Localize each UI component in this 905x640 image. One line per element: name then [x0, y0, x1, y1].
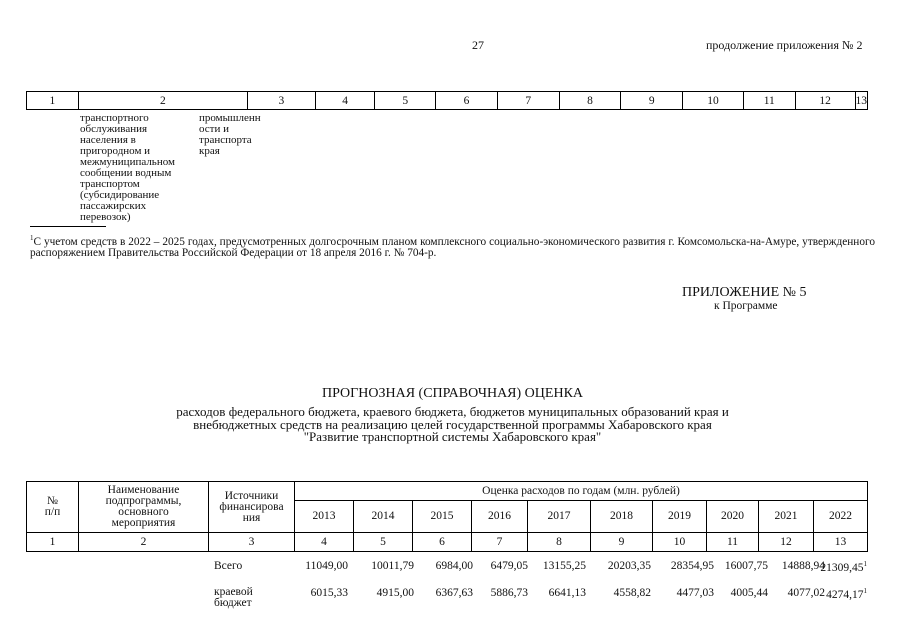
col-num: 4 [315, 92, 375, 110]
cell-value: 4005,44 [730, 587, 768, 599]
source-line: бюджет [214, 597, 252, 609]
col3-continuation [199, 113, 261, 157]
year-header: 2016 [472, 501, 528, 533]
header-line: п/п [44, 506, 61, 518]
subtitle-line: расходов федерального бюджета, краевого бюджета, бюджетов муниципальных образований края и [176, 404, 729, 419]
continuation-label: продолжение приложения № 2 [706, 38, 863, 52]
year-header: 2017 [528, 501, 591, 533]
year-header: 2019 [653, 501, 707, 533]
row-source: Всего [214, 560, 243, 572]
col-num: 1 [27, 92, 79, 110]
col-num: 9 [591, 533, 653, 552]
col-num: 3 [209, 533, 295, 552]
cell-value: 4477,03 [676, 587, 714, 599]
col-num: 11 [707, 533, 759, 552]
header-line: Источники [224, 489, 279, 502]
footnote-text: С учетом средств в 2022 – 2025 годах, предусмотренных долгосрочным планом комплексного социально-экономического развития г. Комсомольска-на-Амуре, утвержденного распоряжением Правительства Российской Федерации от 18 апреля 2016 г. № 704-р. [30, 235, 875, 260]
cell-value: 20203,35 [607, 560, 651, 572]
col-num: 7 [497, 92, 559, 110]
col-num: 11 [743, 92, 795, 110]
col-num: 8 [559, 92, 621, 110]
col-num: 5 [375, 92, 436, 110]
text-line: промышленн [199, 112, 261, 124]
cell-value: 6984,00 [435, 560, 473, 572]
year-header: 2020 [707, 501, 759, 533]
col-num: 4 [295, 533, 354, 552]
header-num [27, 482, 79, 533]
text-line: транспортом [80, 178, 140, 190]
cell-value: 16007,75 [724, 560, 768, 572]
col-num: 3 [248, 92, 316, 110]
col-num: 13 [855, 92, 868, 110]
footnote [30, 233, 875, 260]
footnote-marker: 1 [30, 234, 34, 242]
col-num: 9 [621, 92, 683, 110]
text-line: (субсидирование [80, 189, 160, 201]
year-header: 2021 [759, 501, 814, 533]
row-source [214, 587, 253, 609]
text-line: пригородном и [80, 145, 151, 157]
cell-value [826, 587, 867, 601]
value-text: 21309,45 [820, 561, 864, 574]
col-num: 10 [683, 92, 744, 110]
cell-value: 14888,94 [781, 560, 825, 572]
appendix-title: ПРИЛОЖЕНИЕ № 5 [682, 285, 807, 300]
text-line: края [199, 145, 220, 157]
text-line: обслуживания [80, 123, 148, 135]
cell-value: 5886,73 [490, 587, 528, 599]
footnote-separator [30, 226, 106, 227]
document-title: ПРОГНОЗНАЯ (СПРАВОЧНАЯ) ОЦЕНКА [321, 386, 584, 401]
col-num: 1 [27, 533, 79, 552]
text-line: пассажирских [80, 200, 147, 212]
header-line: мероприятия [111, 517, 176, 529]
header-line: финансирова [219, 500, 284, 513]
year-header: 2015 [413, 501, 472, 533]
year-header: 2013 [295, 501, 354, 533]
subtitle-line: внебюджетных средств на реализацию целей государственной программы Хабаровского края [193, 416, 712, 432]
col-num: 10 [653, 533, 707, 552]
col2-continuation [80, 113, 175, 223]
col-num: 7 [472, 533, 528, 552]
col-num: 8 [528, 533, 591, 552]
year-header: 2014 [354, 501, 413, 533]
page-number: 27 [472, 38, 484, 52]
header-line: основного [118, 506, 169, 518]
cell-value: 4915,00 [376, 587, 414, 599]
cell-value: 4077,02 [787, 587, 825, 599]
col-num: 12 [759, 533, 814, 552]
main-table [26, 481, 868, 552]
col-num: 2 [79, 533, 209, 552]
cell-value: 6015,33 [310, 587, 348, 599]
text-line: межмуниципальном [80, 156, 175, 168]
col-num: 6 [436, 92, 498, 110]
col-num: 12 [795, 92, 855, 110]
col-num: 2 [78, 92, 247, 110]
cell-value: 10011,79 [371, 560, 414, 572]
col-num: 5 [354, 533, 413, 552]
cell-value: 11049,00 [305, 560, 348, 572]
text-line: транспортного [80, 112, 149, 124]
text-line: ости и [199, 123, 229, 135]
text-line: транспорта [199, 134, 252, 146]
cell-value: 6367,63 [435, 587, 473, 599]
header-line: № [47, 495, 58, 507]
header-source [209, 482, 295, 533]
appendix-subtitle: к Программе [714, 300, 778, 312]
text-line: сообщении водным [80, 167, 172, 179]
text-line: населения в [80, 134, 136, 146]
year-header: 2022 [814, 501, 868, 533]
cell-value: 6641,13 [548, 587, 586, 599]
cell-value: 6479,05 [490, 560, 528, 572]
header-name [79, 482, 209, 533]
cell-value [820, 560, 867, 574]
year-header: 2018 [591, 501, 653, 533]
subtitle-line: "Развитие транспортной системы Хабаровского края" [303, 429, 602, 444]
header-line: подпрограммы, [105, 495, 182, 507]
header-estimate: Оценка расходов по годам (млн. рублей) [295, 482, 868, 501]
value-text: 4274,17 [826, 588, 864, 601]
header-line: ния [242, 511, 261, 524]
text-line: перевозок) [80, 211, 131, 223]
source-line: краевой [214, 586, 253, 598]
cell-value: 13155,25 [542, 560, 586, 572]
header-line: Наименование [107, 484, 180, 496]
cell-value: 28354,95 [670, 560, 714, 572]
cell-value: 4558,82 [613, 587, 651, 599]
col-num: 6 [413, 533, 472, 552]
document-subtitle [0, 406, 905, 444]
col-num: 13 [814, 533, 868, 552]
footnote-ref: 1 [863, 560, 867, 568]
footnote-ref: 1 [863, 587, 867, 595]
top-table [26, 91, 868, 110]
